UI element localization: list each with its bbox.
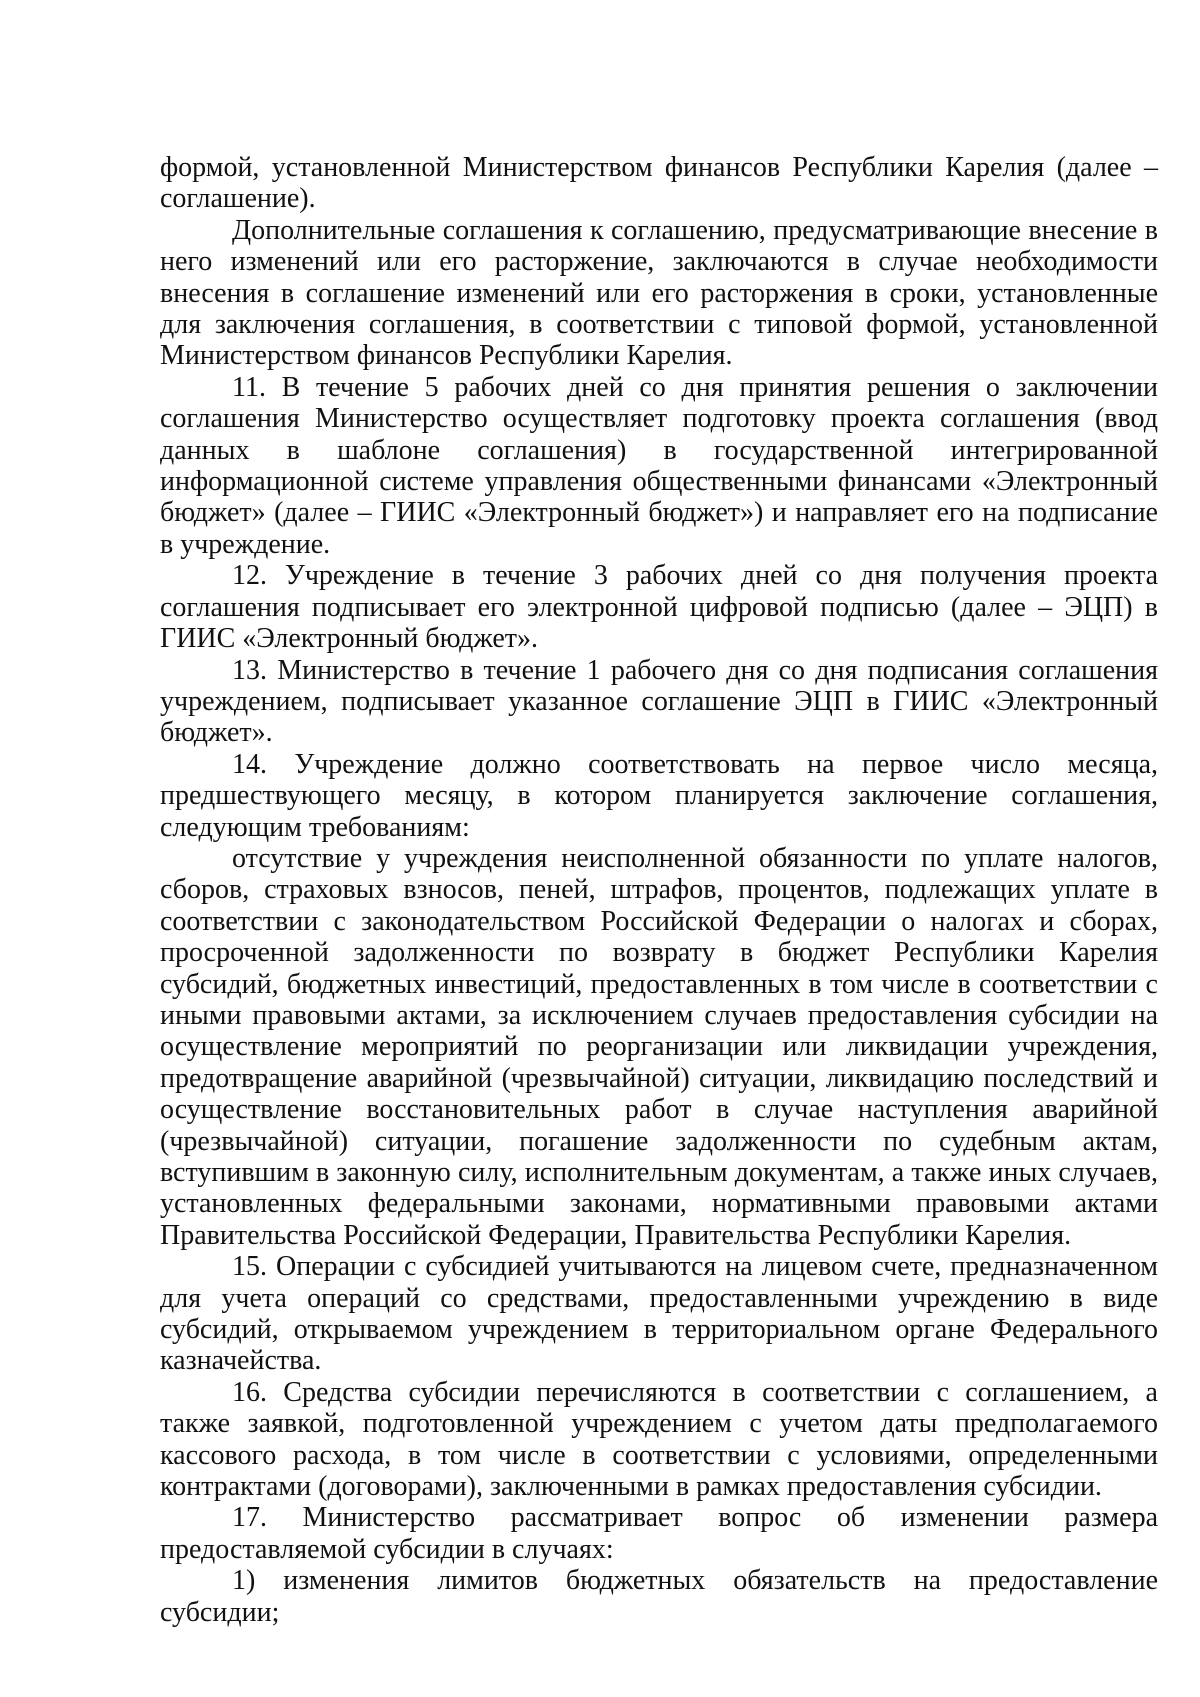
paragraph-requirements: отсутствие у учреждения неисполненной обязанности по уплате налогов, сборов, страховых взносов, пеней, штрафов, процентов, подлежащих уплате в соответствии с законодательством Российской Федерации о налогах и сборах, просроченной задолженности по возврату в бюджет Республики Карелия субсидий, бюджетных инвестиций, предоставленных в том числе в соответствии с иными правовыми актами, за исключением случаев предоставления субсидии на осуществление мероприятий по реорганизации или ликвидации учреждения, предотвращение аварийной (чрезвычайной) ситуации, ликвидацию последствий и осуществление восстановительных работ в случае наступления аварийной (чрезвычайной) ситуации, погашение задолженности по судебным актам, вступившим в законную силу, исполнительным документам, а также иных случаев, установленных федеральными законами, нормативными правовыми актами Правительства Российской Федерации, Правительства Республики Карелия.	[160, 842, 1158, 1251]
paragraph-subitem-1: 1) изменения лимитов бюджетных обязательств на предоставление субсидии;	[160, 1565, 1158, 1628]
document-body	[160, 152, 1158, 1628]
paragraph-item-16: 16. Средства субсидии перечисляются в соответствии с соглашением, а также заявкой, подготовленной учреждением с учетом даты предполагаемого кассового расхода, в том числе в соответствии с условиями, определенными контрактами (договорами), заключенными в рамках предоставления субсидии.	[160, 1376, 1158, 1503]
paragraph-item-15: 15. Операции с субсидией учитываются на лицевом счете, предназначенном для учета операций со средствами, предоставленными учреждению в виде субсидий, открываемом учреждением в территориальном органе Федерального казначейства.	[160, 1251, 1158, 1377]
paragraph-item-13: 13. Министерство в течение 1 рабочего дня со дня подписания соглашения учреждением, подписывает указанное соглашение ЭЦП в ГИИС «Электронный бюджет».	[160, 654, 1158, 749]
paragraph-item-17: 17. Министерство рассматривает вопрос об изменении размера предоставляемой субсидии в случаях:	[160, 1502, 1158, 1565]
paragraph-item-14: 14. Учреждение должно соответствовать на первое число месяца, предшествующего месяцу, в котором планируется заключение соглашения, следующим требованиям:	[160, 748, 1158, 843]
paragraph-item-12: 12. Учреждение в течение 3 рабочих дней со дня получения проекта соглашения подписывает его электронной цифровой подписью (далее – ЭЦП) в ГИИС «Электронный бюджет».	[160, 560, 1158, 655]
paragraph-continuation: формой, установленной Министерством финансов Республики Карелия (далее – соглашение).	[160, 152, 1158, 215]
paragraph-additional-agreements: Дополнительные соглашения к соглашению, предусматривающие внесение в него изменений или его расторжение, заключаются в случае необходимости внесения в соглашение изменений или его расторжения в сроки, установленные для заключения соглашения, в соответствии с типовой формой, установленной Министерством финансов Республики Карелия.	[160, 214, 1158, 372]
paragraph-item-11: 11. В течение 5 рабочих дней со дня принятия решения о заключении соглашения Министерство осуществляет подготовку проекта соглашения (ввод данных в шаблоне соглашения) в государственной интегрированной информационной системе управления общественными финансами «Электронный бюджет» (далее – ГИИС «Электронный бюджет») и направляет его на подписание в учреждение.	[160, 371, 1158, 560]
